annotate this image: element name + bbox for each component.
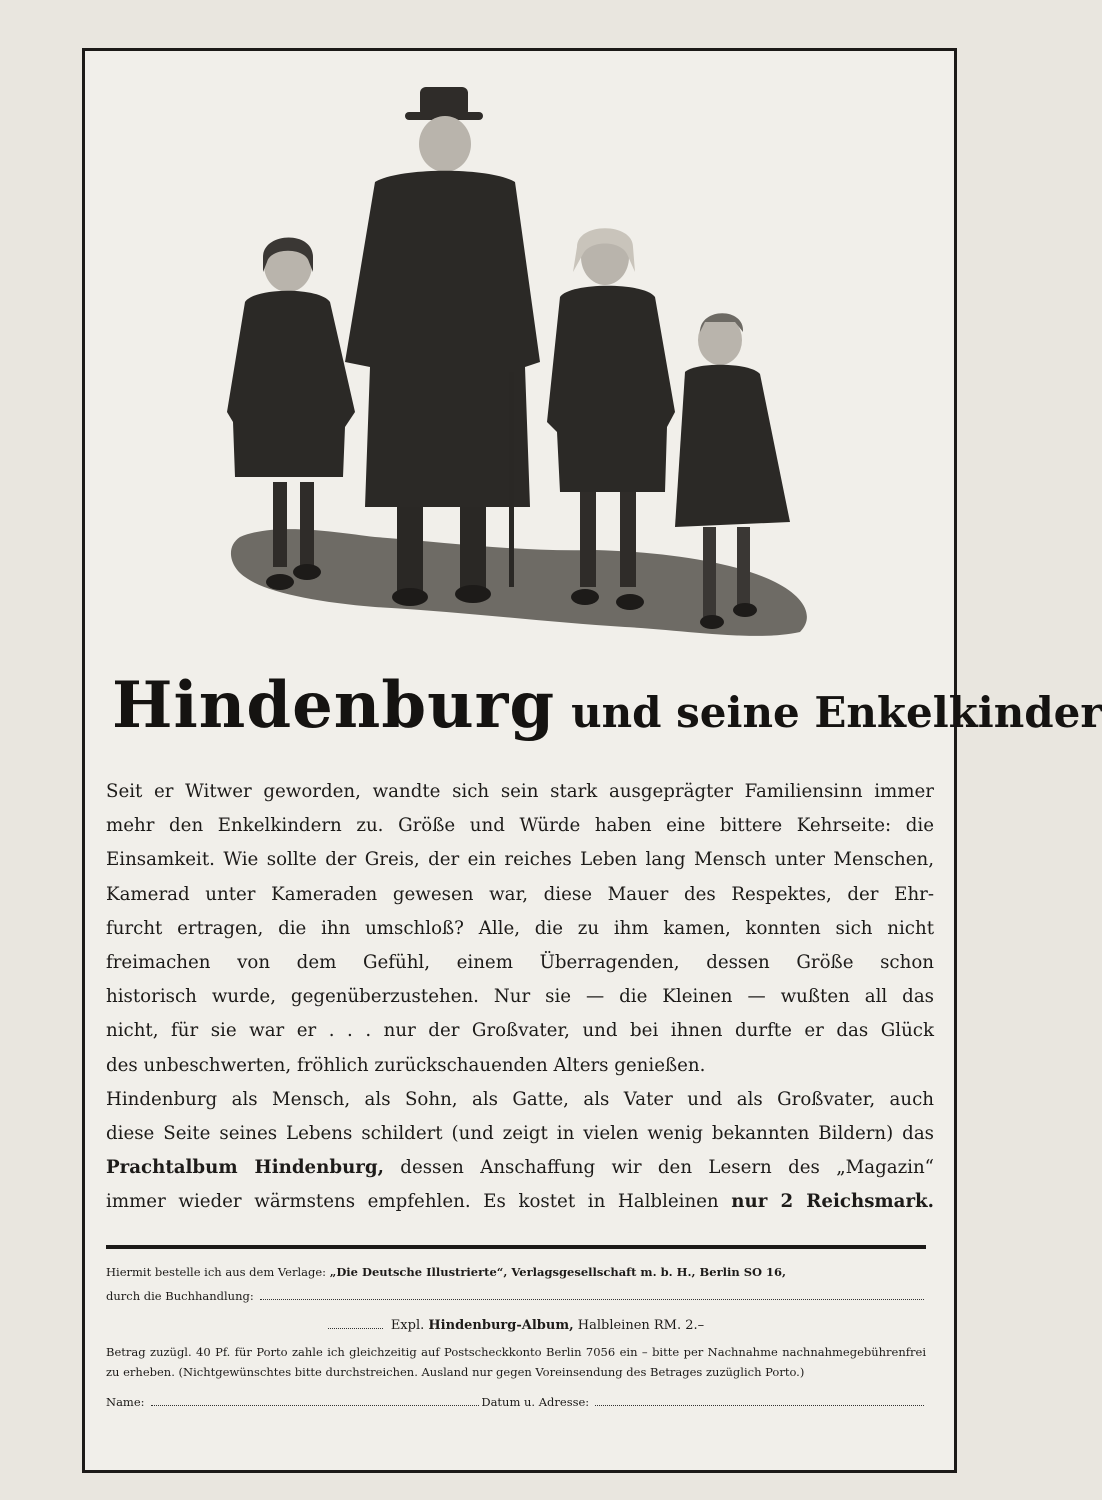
payment-note: Betrag zuzügl. 40 Pf. für Porto zahle ich gleichzeitig auf Postscheckkonto Berlin 7056 ein – bitte per Nachnahme nachnahmegebührenfrei zu erheben. (Nichtgewünschtes bitte durchstreichen. Ausland nur gegen Voreinsendung des Betrages zuzüglich Porto.) xyxy=(106,1345,926,1379)
headline-subtitle: und seine Enkelkinder xyxy=(571,688,1102,737)
album-name: Hindenburg-Album, xyxy=(428,1318,574,1333)
album-price: Halbleinen RM. 2.– xyxy=(577,1318,705,1333)
price: nur 2 Reichsmark. xyxy=(731,1191,934,1213)
publisher-name: „Die Deutsche Illustrierte“, Verlagsgesellschaft m. b. H., Berlin SO 16, xyxy=(329,1265,787,1279)
album-line-rest: dessen Anschaffung wir den Lesern des „Magazin“ xyxy=(400,1157,934,1179)
name-label: Name: xyxy=(106,1395,145,1409)
order-line-publisher xyxy=(106,1262,926,1282)
body-line-price xyxy=(106,1185,934,1219)
body-line: nicht, für sie war er . . . nur der Großvater, und bei ihnen durfte er das Glück xyxy=(106,1020,934,1042)
copies-label: Expl. xyxy=(390,1318,425,1333)
bookstore-field[interactable] xyxy=(260,1298,924,1300)
body-line: furcht ertragen, die ihn umschloß? Alle, die zu ihm kamen, konnten sich nicht xyxy=(106,917,934,939)
bookstore-label: durch die Buchhandlung: xyxy=(106,1289,254,1303)
family-photo xyxy=(215,82,820,642)
body-line: freimachen von dem Gefühl, einem Überragenden, dessen Größe schon xyxy=(106,952,934,974)
body-line: mehr den Enkelkindern zu. Größe und Würde haben eine bittere Kehrseite: die xyxy=(106,815,934,837)
price-line-start: immer wieder wärmstens empfehlen. Es kostet in Halbleinen xyxy=(106,1191,719,1213)
name-field[interactable] xyxy=(151,1404,480,1406)
article-body xyxy=(106,775,934,1220)
body-line: Einsamkeit. Wie sollte der Greis, der ein reiches Leben lang Mensch unter Menschen, xyxy=(106,849,934,871)
headline-name: Hindenburg xyxy=(112,668,556,743)
body-line: historisch wurde, gegenüberzustehen. Nur sie — die Kleinen — wußten all das xyxy=(106,986,934,1008)
order-intro: Hiermit bestelle ich aus dem Verlage: xyxy=(106,1265,327,1279)
order-line-bookstore xyxy=(106,1286,926,1306)
body-line: Hindenburg als Mensch, als Sohn, als Gatte, als Vater und als Großvater, auch xyxy=(106,1088,934,1110)
order-line-name xyxy=(106,1392,926,1412)
date-address-field[interactable] xyxy=(595,1404,924,1406)
copies-field[interactable] xyxy=(328,1328,383,1329)
order-line-copies xyxy=(106,1316,926,1336)
body-line: des unbeschwerten, fröhlich zurückschauenden Alters genießen. xyxy=(106,1054,706,1076)
date-label: Datum u. Adresse: xyxy=(481,1395,590,1409)
order-form xyxy=(106,1262,926,1412)
album-title: Prachtalbum Hindenburg, xyxy=(106,1157,384,1179)
headline xyxy=(112,668,1102,743)
divider-rule xyxy=(106,1245,926,1249)
body-line: diese Seite seines Lebens schildert (und zeigt in vielen wenig bekannten Bildern) das xyxy=(106,1123,934,1145)
body-line: Kamerad unter Kameraden gewesen war, diese Mauer des Respektes, der Ehr- xyxy=(106,883,934,905)
body-line-album xyxy=(106,1151,934,1185)
body-line: Seit er Witwer geworden, wandte sich sein stark ausgeprägter Familiensinn immer xyxy=(106,781,934,802)
